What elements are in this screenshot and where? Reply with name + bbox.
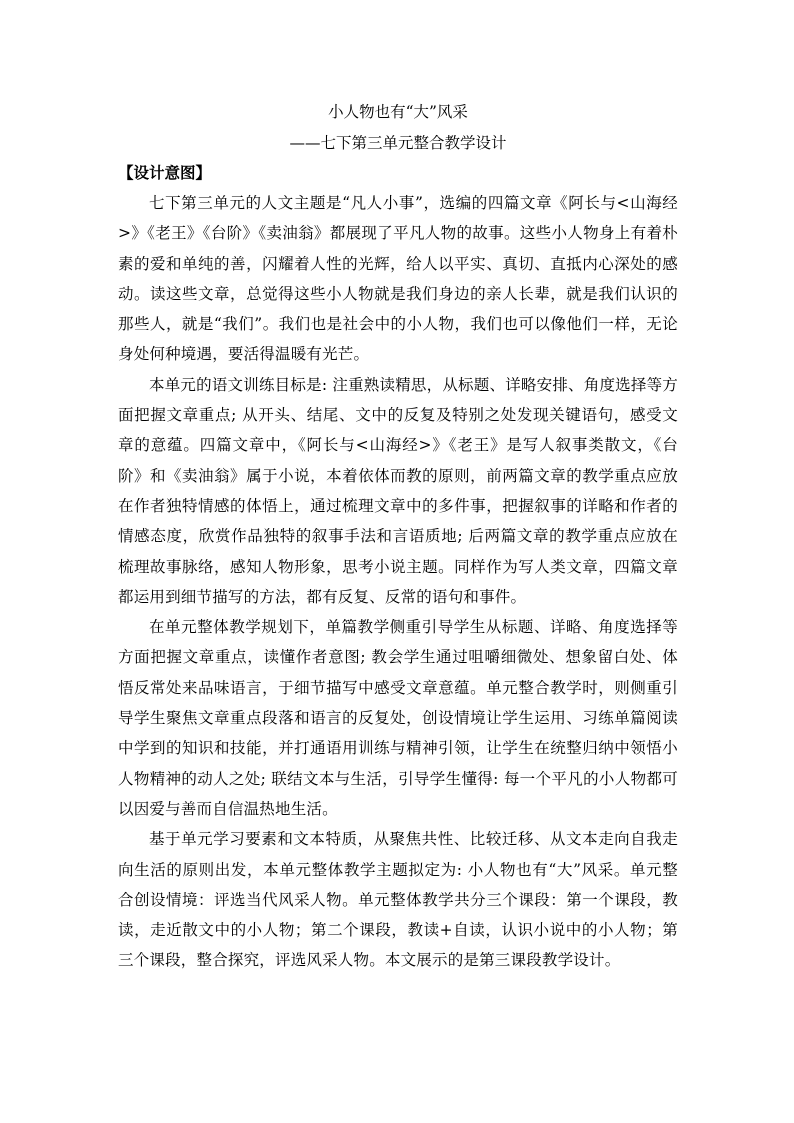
document-subtitle: ——七下第三单元整合教学设计 — [289, 134, 507, 152]
paragraph-1: 七下第三单元的人文主题是“凡人小事”，选编的四篇文章《阿长与<山海经>》《老王》《台阶》《卖油翁》都展现了平凡人物的故事。这些小人物身上有着朴素的爱和单纯的善，闪耀着人性的光辉，给人以平实、真切、直抵内心深处的感动。读这些文章，总觉得这些小人物就是我们身边的亲人长辈，就是我们认识的那些人，就是“我们”。我们也是社会中的小人物，我们也可以像他们一样，无论身处何种境遇，要活得温暖有光芒。 — [118, 194, 678, 364]
document-page — [118, 96, 678, 976]
paragraph-2: 本单元的语文训练目标是: 注重熟读精思，从标题、详略安排、角度选择等方面把握文章重点; 从开头、结尾、文中的反复及特别之处发现关键语句，感受文章的意蕴。四篇文章中，《阿长与<山海经>》《老王》是写人叙事类散文，《台阶》和《卖油翁》属于小说，本着依体而教的原则，前两篇文章的教学重点应放在作者独特情感的体悟上，通过梳理文章中的多件事，把握叙事的详略和作者的情感态度，欣赏作品独特的叙事手法和言语质地; 后两篇文章的教学重点应放在梳理故事脉络，感知人物形象，思考小说主题。同样作为写人类文章，四篇文章都运用到细节描写的方法，都有反复、反常的语句和事件。 — [118, 375, 678, 606]
section-heading-design-intent: 【设计意图】 — [118, 163, 212, 182]
paragraph-4: 基于单元学习要素和文本特质，从聚焦共性、比较迁移、从文本走向自我走向生活的原则出发，本单元整体教学主题拟定为: 小人物也有“大”风采。单元整合创设情境：评选当代风采人物。单元整体教学共分三个课段：第一个课段，教读，走近散文中的小人物；第二个课段，教读+自读，认识小说中的小人物；第三个课段，整合探究，评选风采人物。本文展示的是第三课段教学设计。 — [118, 830, 678, 970]
paragraph-3: 在单元整体教学规划下，单篇教学侧重引导学生从标题、详略、角度选择等方面把握文章重点，读懂作者意图; 教会学生通过咀嚼细微处、想象留白处、体悟反常处来品味语言，于细节描写中感受文章意蕴。单元整合教学时，则侧重引导学生聚焦文章重点段落和语言的反复处，创设情境让学生运用、习练单篇阅读中学到的知识和技能，并打通语用训练与精神引领，让学生在统整归纳中领悟小人物精神的动人之处; 联结文本与生活，引导学生懂得: 每一个平凡的小人物都可以因爱与善而自信温热地生活。 — [118, 618, 678, 818]
document-title: 小人物也有“大”风采 — [328, 103, 468, 121]
